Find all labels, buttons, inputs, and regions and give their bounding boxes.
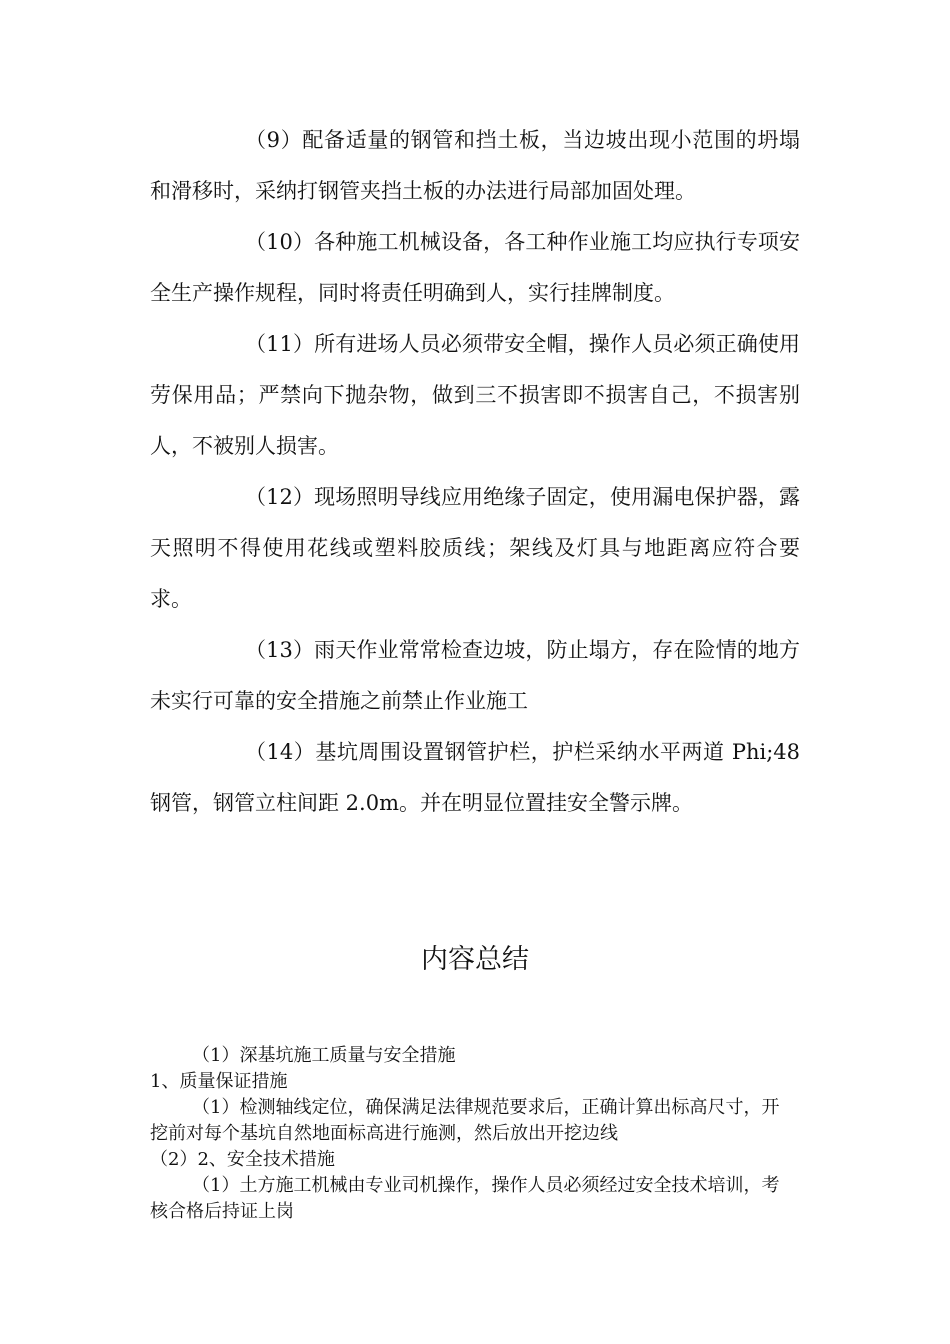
summary-line-4: （2）2、安全技术措施 <box>150 1149 335 1170</box>
paragraph-9: （9）配备适量的钢管和挡土板，当边坡出现小范围的坍塌和滑移时，采纳打钢管夹挡土板的办法进行局部加固处理。 <box>150 128 800 203</box>
paragraph-11: （11）所有进场人员必须带安全帽，操作人员必须正确使用劳保用品；严禁向下抛杂物，做到三不损害即不损害自己，不损害别人，不被别人损害。 <box>150 332 800 458</box>
summary-section <box>150 1043 790 1225</box>
paragraph-14: （14）基坑周围设置钢管护栏，护栏采纳水平两道 Phi;48 钢管，钢管立柱间距 2.0m。并在明显位置挂安全警示牌。 <box>150 740 800 815</box>
body-text <box>150 115 800 829</box>
summary-line-5: （1）土方施工机械由专业司机操作，操作人员必须经过安全技术培训，考核合格后持证上岗 <box>150 1175 780 1222</box>
summary-line-3: （1）检测轴线定位，确保满足法律规范要求后，正确计算出标高尺寸，开挖前对每个基坑自然地面标高进行施测，然后放出开挖边线 <box>150 1097 780 1144</box>
summary-line-1: （1）深基坑施工质量与安全措施 <box>192 1045 456 1066</box>
summary-title: 内容总结 <box>421 944 529 975</box>
paragraph-10: （10）各种施工机械设备，各工种作业施工均应执行专项安全生产操作规程，同时将责任明确到人，实行挂牌制度。 <box>150 230 800 305</box>
paragraph-13: （13）雨天作业常常检查边坡，防止塌方，存在险情的地方未实行可靠的安全措施之前禁止作业施工 <box>150 638 800 713</box>
summary-line-2: 1、质量保证措施 <box>150 1071 288 1092</box>
paragraph-12: （12）现场照明导线应用绝缘子固定，使用漏电保护器，露天照明不得使用花线或塑料胶质线；架线及灯具与地距离应符合要求。 <box>150 485 800 611</box>
